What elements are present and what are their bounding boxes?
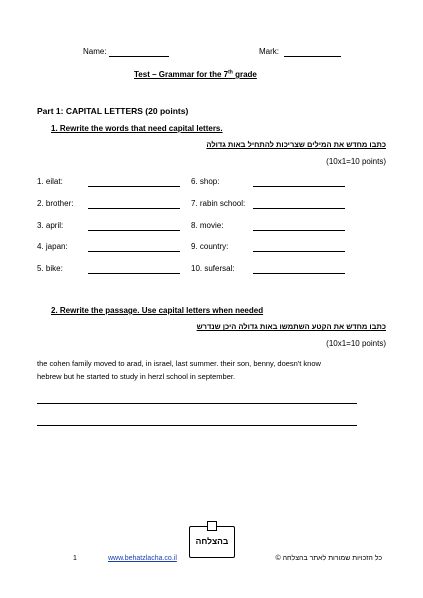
word-item-2-answer[interactable]	[88, 208, 180, 209]
word-item-9-answer[interactable]	[253, 251, 345, 252]
word-item-10-label: 10. sufersal:	[191, 264, 235, 273]
q2-title: 2. Rewrite the passage. Use capital letters when needed	[51, 306, 264, 315]
rewrite-answer-line-2[interactable]	[37, 425, 357, 426]
part1-heading: Part 1: CAPITAL LETTERS (20 points)	[37, 106, 189, 116]
word-item-10-answer[interactable]	[253, 273, 345, 274]
word-item-3-label: 3. april:	[37, 221, 64, 230]
rewrite-answer-line-1[interactable]	[37, 403, 357, 404]
q1-title: 1. Rewrite the words that need capital letters.	[51, 124, 223, 133]
logo-text: בהצלחה	[195, 536, 229, 546]
q1-hebrew-instruction: כתבו מחדש את המילים שצריכות להתחיל באות גדולה	[206, 140, 386, 149]
q1-points: (10x1=10 points)	[326, 157, 386, 166]
q2-points: (10x1=10 points)	[326, 339, 386, 348]
word-item-7-label: 7. rabin school:	[191, 199, 246, 208]
page-number: 1	[73, 555, 77, 562]
word-item-4-label: 4. japan:	[37, 242, 68, 251]
word-item-1-answer[interactable]	[88, 186, 180, 187]
word-item-9-label: 9. country:	[191, 242, 229, 251]
word-item-5-label: 5. bike:	[37, 264, 63, 273]
word-item-6-answer[interactable]	[253, 186, 345, 187]
name-field[interactable]	[109, 56, 169, 57]
page-title: Test – Grammar for the 7th grade	[134, 69, 257, 79]
mark-field[interactable]	[284, 56, 341, 57]
copyright-notice: כל הזכויות שמורות לאתר בהצלחה ©	[275, 555, 382, 562]
word-item-7-answer[interactable]	[253, 208, 345, 209]
word-item-8-label: 8. movie:	[191, 221, 224, 230]
mark-label: Mark:	[259, 47, 279, 56]
word-item-2-label: 2. brother:	[37, 199, 74, 208]
logo-ornament	[207, 521, 217, 531]
word-item-5-answer[interactable]	[88, 273, 180, 274]
passage-line-1: the cohen family moved to arad, in israel, last summer. their son, benny, doesn't know	[37, 359, 321, 368]
q2-hebrew-instruction: כתבו מחדש את הקטע השתמשו באות גדולה היכן שנדרש	[196, 322, 386, 331]
word-item-3-answer[interactable]	[88, 230, 180, 231]
word-item-6-label: 6. shop:	[191, 177, 220, 186]
word-item-1-label: 1. eilat:	[37, 177, 63, 186]
word-item-8-answer[interactable]	[253, 230, 345, 231]
behatzlacha-logo	[189, 526, 235, 558]
word-item-4-answer[interactable]	[88, 251, 180, 252]
name-label: Name:	[83, 47, 107, 56]
website-link[interactable]: www.behatzlacha.co.il	[108, 555, 177, 562]
passage-line-2: hebrew but he started to study in herzl school in september.	[37, 372, 236, 381]
